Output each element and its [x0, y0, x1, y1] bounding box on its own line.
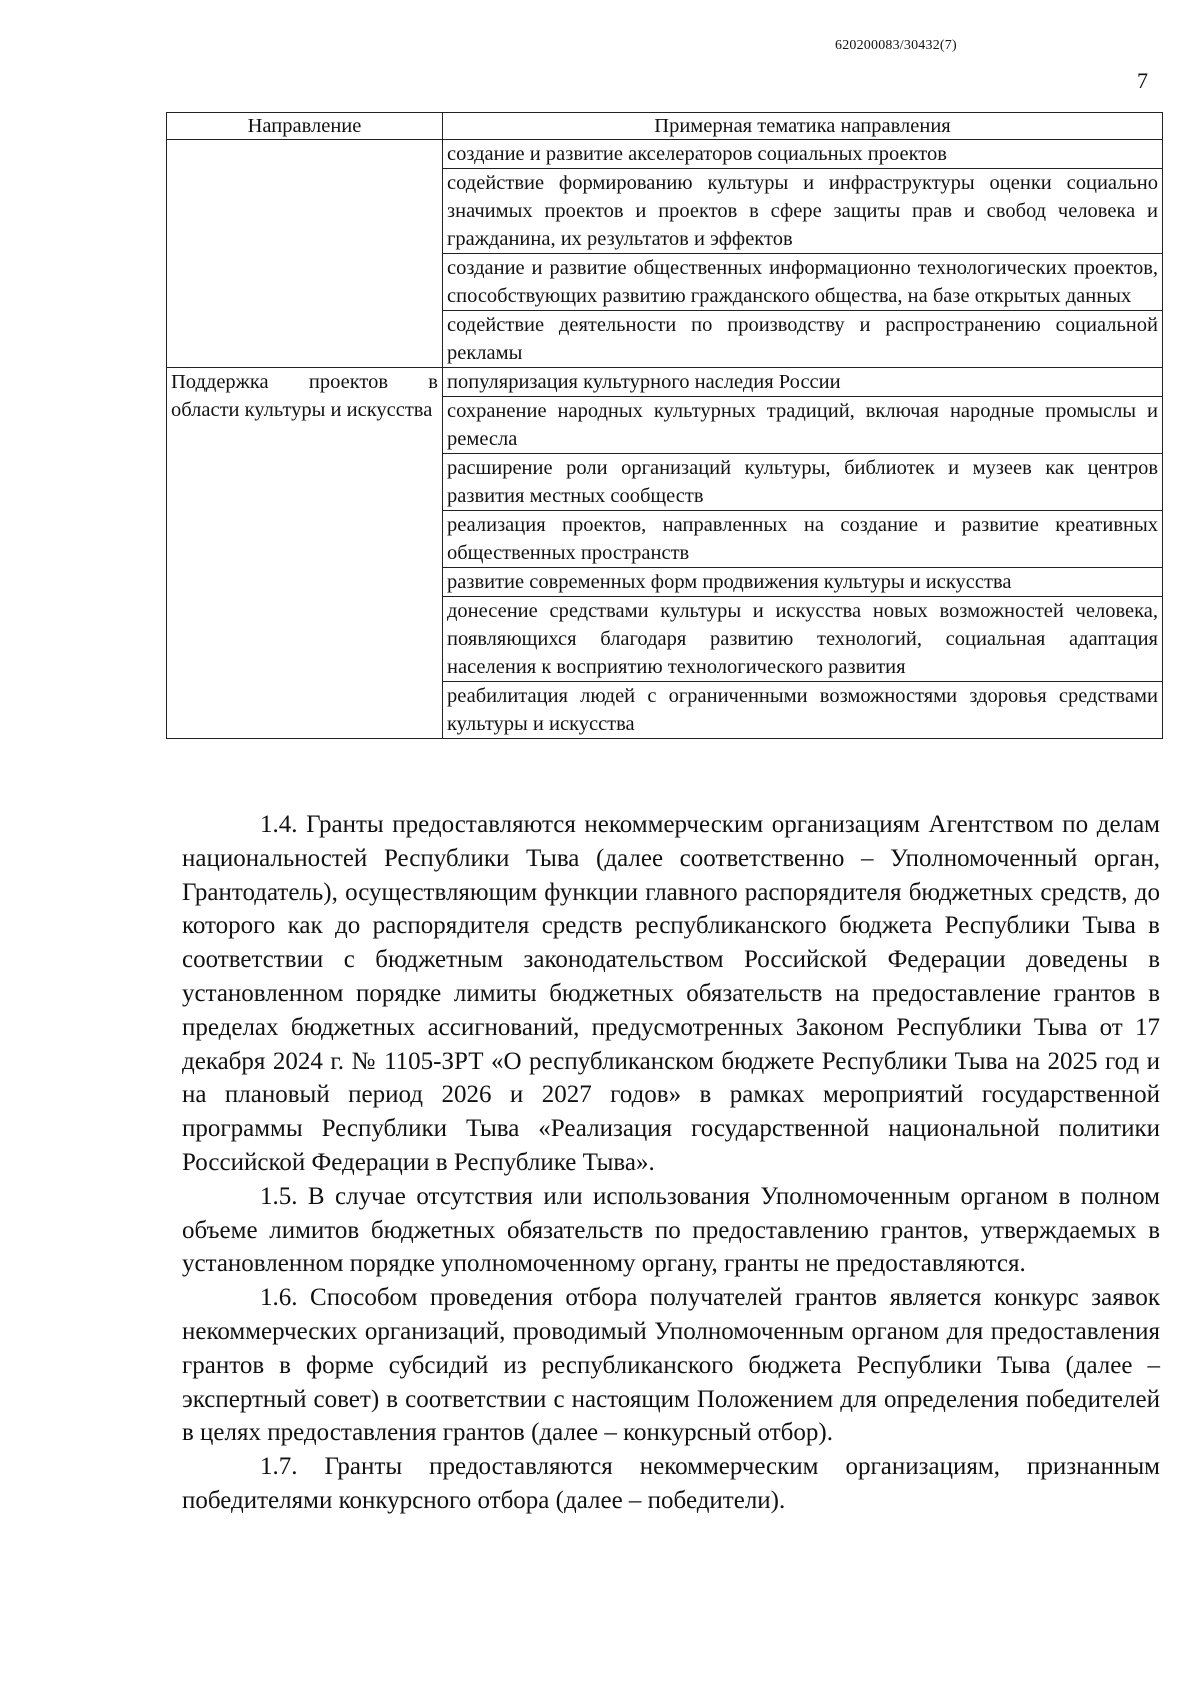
document-id: 620200083/30432(7) [835, 38, 957, 53]
direction-cell-empty [167, 140, 443, 368]
topic-cell: донесение средствами культуры и искусства новых возможностей человека, появляющихся благодаря развитию технологий, социальная адаптация населения к восприятию технологического развития [443, 597, 1163, 682]
directions-table [166, 112, 1163, 739]
topic-cell: создание и развитие общественных информационно технологических проектов, способствующих развитию гражданского общества, на базе открытых данных [443, 254, 1163, 311]
paragraph-1-6: 1.6. Способом проведения отбора получателей грантов является конкурс заявок некоммерческих организаций, проводимый Уполномоченным органом для предоставления грантов в форме субсидий из республиканского бюджета Республики Тыва (далее – экспертный совет) в соответствии с настоящим Положением для определения победителей в целях предоставления грантов (далее – конкурсный отбор). [182, 1284, 1160, 1447]
paragraph-1-4: 1.4. Гранты предоставляются некоммерческим организациям Агентством по делам национальностей Республики Тыва (далее соответственно – Уполномоченный орган, Грантодатель), осуществляющим функции главного распорядителя бюджетных средств, до которого как до распорядителя средств республиканского бюджета Республики Тыва в соответствии с бюджетным законодательством Российской Федерации доведены в установленном порядке лимиты бюджетных обязательств на предоставление грантов в пределах бюджетных ассигнований, предусмотренных Законом Республики Тыва от 17 декабря 2024 г. № 1105-ЗРТ «О республиканском бюджете Республики Тыва на 2025 год и на плановый период 2026 и 2027 годов» в рамках мероприятий государственной программы Республики Тыва «Реализация государственной национальной политики Российской Федерации в Республике Тыва». [182, 811, 1160, 1176]
topic-cell: реабилитация людей с ограниченными возможностями здоровья средствами культуры и искусства [443, 682, 1163, 739]
topic-cell: популяризация культурного наследия России [443, 368, 1163, 397]
column-header-direction: Направление [167, 113, 443, 140]
topic-cell: содействие деятельности по производству и распространению социальной рекламы [443, 311, 1163, 368]
direction-cell: Поддержка проектов в области культуры и искусства [167, 368, 443, 739]
table-row [167, 140, 1163, 169]
topic-cell: создание и развитие акселераторов социальных проектов [443, 140, 1163, 169]
column-header-topics: Примерная тематика направления [443, 113, 1163, 140]
paragraph-1-7: 1.7. Гранты предоставляются некоммерческим организациям, признанным победителями конкурсного отбора (далее – победители). [182, 1453, 1160, 1514]
topic-cell: реализация проектов, направленных на создание и развитие креативных общественных пространств [443, 511, 1163, 568]
page-number: 7 [1137, 68, 1148, 93]
topic-cell: расширение роли организаций культуры, библиотек и музеев как центров развития местных сообществ [443, 454, 1163, 511]
body-text [182, 808, 1160, 1518]
topic-cell: содействие формированию культуры и инфраструктуры оценки социально значимых проектов и проектов в сфере защиты прав и свобод человека и гражданина, их результатов и эффектов [443, 169, 1163, 254]
topic-cell: развитие современных форм продвижения культуры и искусства [443, 568, 1163, 597]
table-row [167, 368, 1163, 397]
table-header-row [167, 113, 1163, 140]
topic-cell: сохранение народных культурных традиций, включая народные промыслы и ремесла [443, 397, 1163, 454]
paragraph-1-5: 1.5. В случае отсутствия или использования Уполномоченным органом в полном объеме лимитов бюджетных обязательств по предоставлению грантов, утверждаемых в установленном порядке уполномоченному органу, гранты не предоставляются. [182, 1182, 1160, 1278]
